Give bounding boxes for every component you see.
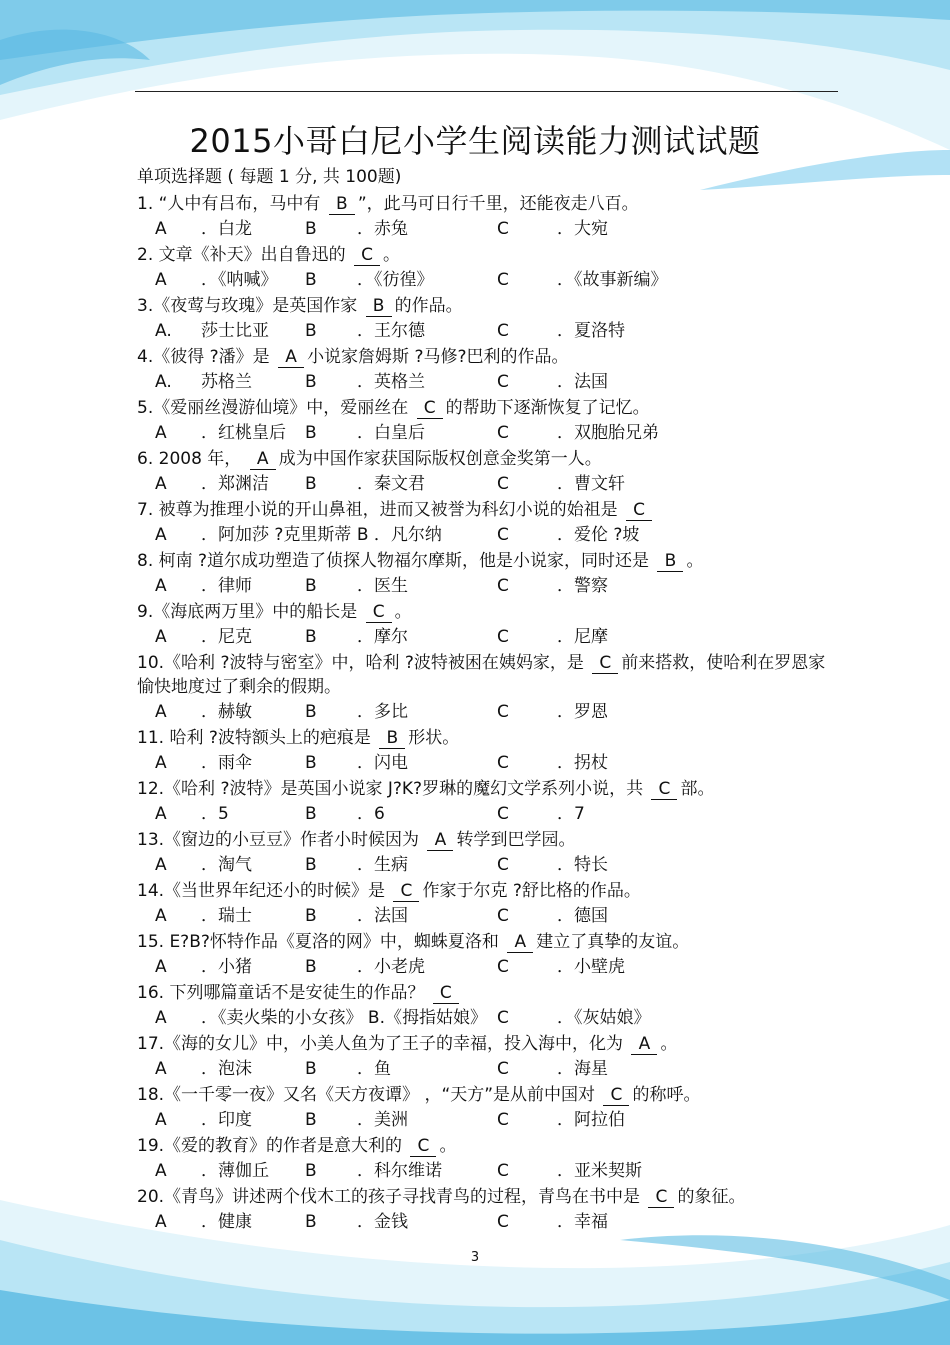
option-letter: A <box>155 1212 167 1232</box>
option-text: ．德国 <box>557 906 608 926</box>
option-letter: A <box>155 957 167 977</box>
question-stem-end: 转学到巴学园。 <box>456 830 576 850</box>
question-stem: 20.《青鸟》讲述两个伐木工的孩子寻找青鸟的过程，青鸟在书中是 <box>137 1187 646 1207</box>
question-item <box>137 725 837 776</box>
option-row <box>137 700 837 725</box>
question-item <box>137 548 837 599</box>
option-text: 苏格兰 <box>201 372 252 392</box>
page-title: 2015小哥白尼小学生阅读能力测试试题 <box>189 122 761 160</box>
option-letter: A <box>155 1008 167 1028</box>
option-letter: B <box>305 1110 317 1130</box>
option-text: ．尼克 <box>201 627 252 647</box>
question-item <box>137 827 837 878</box>
option-row <box>137 370 837 395</box>
question-item <box>137 242 837 293</box>
option-text: ．曹文轩 <box>557 474 625 494</box>
option-text: ．白龙 <box>201 219 252 239</box>
question-text <box>137 1133 837 1159</box>
option-letter: A <box>155 804 167 824</box>
question-item <box>137 395 837 446</box>
question-stem-end: 部。 <box>680 779 715 799</box>
option-letter: A <box>155 702 167 722</box>
option-text: ．拐杖 <box>557 753 608 773</box>
option-letter: C <box>497 1059 509 1079</box>
option-letter: B <box>305 627 317 647</box>
question-text <box>137 1082 837 1108</box>
option-row <box>137 751 837 776</box>
question-stem: 8. 柯南 ?道尔成功塑造了侦探人物福尔摩斯，他是小说家，同时还是 <box>137 551 655 571</box>
option-row <box>137 802 837 827</box>
answer-blank: C <box>603 1085 629 1106</box>
option-text: ．科尔维诺 <box>357 1161 442 1181</box>
option-text: ．健康 <box>201 1212 252 1232</box>
option-text: ．法国 <box>357 906 408 926</box>
question-stem-end: ”，此马可日行千里，还能夜走八百。 <box>357 194 639 214</box>
question-item <box>137 980 837 1031</box>
question-stem-end: 。 <box>394 602 412 622</box>
question-text <box>137 929 837 955</box>
question-stem-end: 形状。 <box>408 728 460 748</box>
option-text: ．5 <box>201 804 229 824</box>
option-row <box>137 217 837 242</box>
question-stem-end: 。 <box>383 245 401 265</box>
option-text: ．《呐喊》 <box>201 270 278 290</box>
option-text: ．郑渊洁 <box>201 474 269 494</box>
section-instructions: 单项选择题 ( 每题 1 分, 共 100题) <box>137 167 402 187</box>
option-letter: C <box>497 576 509 596</box>
answer-blank: C <box>417 398 443 419</box>
option-text: ．海星 <box>557 1059 608 1079</box>
option-letter: B <box>305 1212 317 1232</box>
question-stem: 10.《哈利 ?波特与密室》中，哈利 ?波特被困在姨妈家，是 <box>137 653 590 673</box>
answer-blank: C <box>410 1136 436 1157</box>
question-stem-end: 的象征。 <box>677 1187 746 1207</box>
option-letter: C <box>497 423 509 443</box>
option-text: ．雨伞 <box>201 753 252 773</box>
question-text <box>137 1031 837 1057</box>
option-letter: A <box>155 1161 167 1181</box>
option-text: ．特长 <box>557 855 608 875</box>
option-text: ．闪电 <box>357 753 408 773</box>
question-stem: 1. “人中有吕布，马中有 <box>137 194 326 214</box>
option-text: ．《卖火柴的小女孩》 B.《拇指姑娘》 <box>201 1008 487 1028</box>
question-text <box>137 878 837 904</box>
option-text: ．金钱 <box>357 1212 408 1232</box>
question-text <box>137 395 837 421</box>
answer-blank: B <box>366 296 392 317</box>
option-text: ．警察 <box>557 576 608 596</box>
option-letter: A <box>155 219 167 239</box>
option-text: ．爱伦 ?坡 <box>557 525 640 545</box>
option-letter: A <box>155 474 167 494</box>
question-stem: 18.《一千零一夜》又名《天方夜谭》 ，“天方”是从前中国对 <box>137 1085 601 1105</box>
option-letter: C <box>497 855 509 875</box>
option-row <box>137 574 837 599</box>
option-letter: A. <box>155 321 172 341</box>
question-text <box>137 191 837 217</box>
question-stem: 5.《爱丽丝漫游仙境》中，爱丽丝在 <box>137 398 414 418</box>
option-row <box>137 904 837 929</box>
question-stem: 6. 2008 年， <box>137 449 247 469</box>
option-text: 莎士比亚 <box>201 321 269 341</box>
option-text: ．泡沫 <box>201 1059 252 1079</box>
question-stem: 7. 被尊为推理小说的开山鼻祖，进而又被誉为科幻小说的始祖是 <box>137 500 624 520</box>
option-text: ．印度 <box>201 1110 252 1130</box>
question-item <box>137 1031 837 1082</box>
option-row <box>137 523 837 548</box>
option-letter: C <box>497 957 509 977</box>
option-letter: B <box>305 906 317 926</box>
option-text: ．6 <box>357 804 385 824</box>
option-letter: A <box>155 1059 167 1079</box>
option-letter: B <box>305 576 317 596</box>
option-letter: A <box>155 906 167 926</box>
option-text: ．小猪 <box>201 957 252 977</box>
option-row <box>137 625 837 650</box>
option-letter: C <box>497 525 509 545</box>
question-stem-end: 作家于尔克 ?舒比格的作品。 <box>422 881 641 901</box>
option-letter: B <box>305 753 317 773</box>
answer-blank: A <box>507 932 533 953</box>
question-stem: 2. 文章《补天》出自鲁迅的 <box>137 245 352 265</box>
question-stem: 9.《海底两万里》中的船长是 <box>137 602 363 622</box>
option-text: ．白皇后 <box>357 423 425 443</box>
question-stem-end: 。 <box>660 1034 678 1054</box>
option-letter: C <box>497 1110 509 1130</box>
question-stem-end: 的称呼。 <box>632 1085 701 1105</box>
option-text: ．尼摩 <box>557 627 608 647</box>
option-text: ．大宛 <box>557 219 608 239</box>
question-stem: 4.《彼得 ?潘》是 <box>137 347 276 367</box>
question-text <box>137 1184 837 1210</box>
option-letter: A <box>155 627 167 647</box>
option-letter: C <box>497 702 509 722</box>
option-letter: C <box>497 753 509 773</box>
question-item <box>137 929 837 980</box>
question-item <box>137 344 837 395</box>
option-row <box>137 955 837 980</box>
option-letter: A <box>155 576 167 596</box>
option-letter: B <box>305 957 317 977</box>
answer-blank: C <box>651 779 677 800</box>
answer-blank: A <box>250 449 276 470</box>
question-text <box>137 497 837 523</box>
option-letter: C <box>497 321 509 341</box>
question-text <box>137 242 837 268</box>
header-rule <box>135 91 838 92</box>
question-stem-end: 。 <box>439 1136 457 1156</box>
option-letter: A <box>155 753 167 773</box>
question-text <box>137 293 837 319</box>
option-row <box>137 1006 837 1031</box>
option-letter: B <box>305 804 317 824</box>
option-text: ．罗恩 <box>557 702 608 722</box>
question-text <box>137 980 837 1006</box>
answer-blank: A <box>427 830 453 851</box>
question-stem-end: 的作品。 <box>394 296 463 316</box>
answer-blank: A <box>278 347 304 368</box>
option-row <box>137 268 837 293</box>
question-text <box>137 827 837 853</box>
option-row <box>137 1057 837 1082</box>
option-row <box>137 1210 837 1235</box>
option-letter: B <box>305 1161 317 1181</box>
option-letter: C <box>497 372 509 392</box>
option-text: ．律师 <box>201 576 252 596</box>
option-text: ．鱼 <box>357 1059 391 1079</box>
question-item <box>137 1082 837 1133</box>
option-text: ．双胞胎兄弟 <box>557 423 659 443</box>
option-text: ．生病 <box>357 855 408 875</box>
option-letter: C <box>497 1212 509 1232</box>
option-text: ．小老虎 <box>357 957 425 977</box>
option-text: ．《彷徨》 <box>357 270 434 290</box>
option-text: ．阿加莎 ?克里斯蒂 B ．凡尔纳 <box>201 525 442 545</box>
option-letter: B <box>305 321 317 341</box>
option-text: ．美洲 <box>357 1110 408 1130</box>
question-text <box>137 446 837 472</box>
question-text <box>137 776 837 802</box>
question-stem: 16. 下列哪篇童话不是安徒生的作品？ <box>137 983 430 1003</box>
option-text: ．《灰姑娘》 <box>557 1008 651 1028</box>
answer-blank: C <box>433 983 459 1004</box>
question-item <box>137 446 837 497</box>
question-stem: 19.《爱的教育》的作者是意大利的 <box>137 1136 408 1156</box>
option-text: ．红桃皇后 <box>201 423 286 443</box>
option-letter: C <box>497 219 509 239</box>
question-stem: 17.《海的女儿》中，小美人鱼为了王子的幸福，投入海中，化为 <box>137 1034 629 1054</box>
question-stem: 12.《哈利 ?波特》是英国小说家 J?K?罗琳的魔幻文学系列小说，共 <box>137 779 649 799</box>
option-letter: B <box>305 702 317 722</box>
question-item <box>137 599 837 650</box>
option-text: ．医生 <box>357 576 408 596</box>
question-stem-end: 。 <box>686 551 704 571</box>
option-text: ．多比 <box>357 702 408 722</box>
question-text <box>137 548 837 574</box>
option-row <box>137 1108 837 1133</box>
option-letter: C <box>497 270 509 290</box>
option-letter: A <box>155 855 167 875</box>
question-item <box>137 650 837 725</box>
question-text <box>137 599 837 625</box>
option-text: ．夏洛特 <box>557 321 625 341</box>
option-letter: B <box>305 1059 317 1079</box>
option-letter: B <box>305 270 317 290</box>
option-text: ．摩尔 <box>357 627 408 647</box>
question-item <box>137 293 837 344</box>
question-item <box>137 1133 837 1184</box>
option-text: ．赫敏 <box>201 702 252 722</box>
option-text: ．法国 <box>557 372 608 392</box>
question-text <box>137 344 837 370</box>
question-stem: 15. E?B?怀特作品《夏洛的网》中，蜘蛛夏洛和 <box>137 932 505 952</box>
option-text: ．瑞士 <box>201 906 252 926</box>
option-row <box>137 472 837 497</box>
option-row <box>137 1159 837 1184</box>
question-stem: 13.《窗边的小豆豆》作者小时候因为 <box>137 830 425 850</box>
question-stem-end: 前来搭救，使哈利在罗恩家愉快地度过了剩余的假期。 <box>137 653 826 697</box>
option-letter: C <box>497 1008 509 1028</box>
option-letter: B <box>305 474 317 494</box>
answer-blank: B <box>379 728 405 749</box>
option-text: ．赤兔 <box>357 219 408 239</box>
option-letter: A <box>155 270 167 290</box>
option-row <box>137 421 837 446</box>
question-stem-end: 建立了真挚的友谊。 <box>536 932 690 952</box>
question-text <box>137 725 837 751</box>
answer-blank: C <box>648 1187 674 1208</box>
question-stem-end: 成为中国作家获国际版权创意金奖第一人。 <box>278 449 602 469</box>
option-letter: C <box>497 804 509 824</box>
question-item <box>137 191 837 242</box>
question-item <box>137 497 837 548</box>
option-letter: A <box>155 423 167 443</box>
option-letter: C <box>497 474 509 494</box>
question-stem: 14.《当世界年纪还小的时候》是 <box>137 881 391 901</box>
option-letter: C <box>497 906 509 926</box>
option-letter: A. <box>155 372 172 392</box>
option-text: ．秦文君 <box>357 474 425 494</box>
answer-blank: C <box>626 500 652 521</box>
option-row <box>137 319 837 344</box>
answer-blank: C <box>393 881 419 902</box>
question-text <box>137 650 837 700</box>
option-text: ．淘气 <box>201 855 252 875</box>
answer-blank: B <box>657 551 683 572</box>
option-text: ．亚米契斯 <box>557 1161 642 1181</box>
option-letter: B <box>305 855 317 875</box>
question-stem-end: 小说家詹姆斯 ?马修?巴利的作品。 <box>307 347 569 367</box>
question-item <box>137 776 837 827</box>
option-row <box>137 853 837 878</box>
option-text: ．王尔德 <box>357 321 425 341</box>
question-item <box>137 1184 837 1235</box>
answer-blank: A <box>631 1034 657 1055</box>
option-letter: C <box>497 1161 509 1181</box>
answer-blank: B <box>329 194 355 215</box>
option-text: ．小壁虎 <box>557 957 625 977</box>
option-letter: A <box>155 525 167 545</box>
option-text: ．幸福 <box>557 1212 608 1232</box>
option-letter: A <box>155 1110 167 1130</box>
answer-blank: C <box>592 653 618 674</box>
page-number: 3 <box>470 1250 480 1265</box>
option-letter: B <box>305 372 317 392</box>
question-stem-end: 的帮助下逐渐恢复了记忆。 <box>445 398 650 418</box>
answer-blank: C <box>354 245 380 266</box>
question-list <box>137 191 837 1235</box>
option-letter: C <box>497 627 509 647</box>
option-letter: B <box>305 423 317 443</box>
option-text: ．英格兰 <box>357 372 425 392</box>
option-text: ．7 <box>557 804 585 824</box>
option-text: ．《故事新编》 <box>557 270 668 290</box>
answer-blank: C <box>366 602 392 623</box>
option-text: ．薄伽丘 <box>201 1161 269 1181</box>
question-stem: 3.《夜莺与玫瑰》是英国作家 <box>137 296 363 316</box>
question-item <box>137 878 837 929</box>
question-stem: 11. 哈利 ?波特额头上的疤痕是 <box>137 728 377 748</box>
option-text: ．阿拉伯 <box>557 1110 625 1130</box>
option-letter: B <box>305 219 317 239</box>
